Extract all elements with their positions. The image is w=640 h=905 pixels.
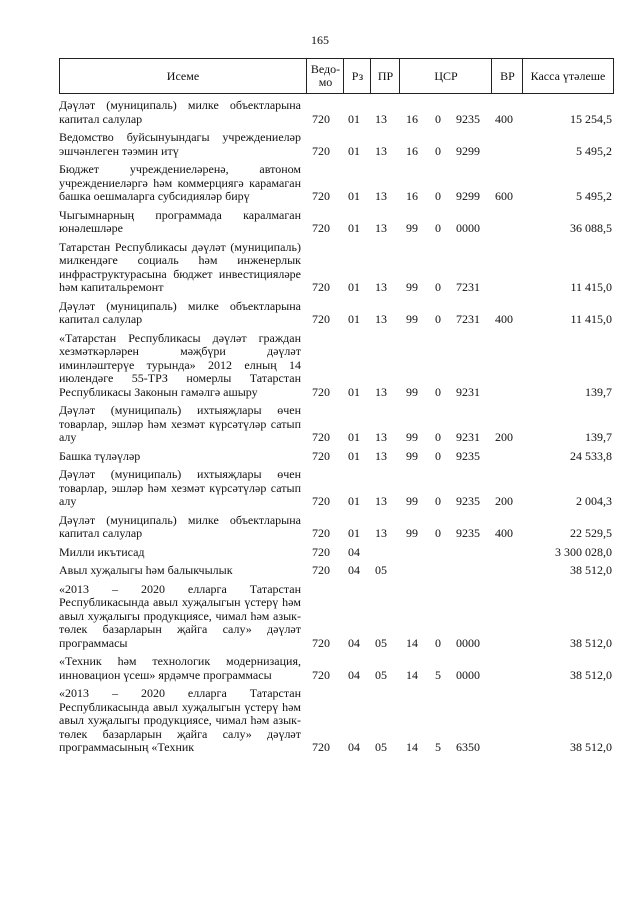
table-row <box>59 300 614 327</box>
table-row <box>59 163 614 204</box>
row-rz: 01 <box>348 430 360 444</box>
row-csr-code: 9299 <box>456 189 480 203</box>
row-csr-sub: 0 <box>435 221 441 235</box>
row-kassa: 2 004,3 <box>576 494 612 508</box>
table-row <box>59 687 614 755</box>
row-csr-program: 99 <box>406 494 418 508</box>
row-pr: 05 <box>375 635 387 650</box>
row-name: «Техник һәм технологик модернизация, инновацион үсеш» ярдәмче программасы <box>59 654 301 682</box>
row-kassa: 11 415,0 <box>570 312 612 326</box>
row-vr: 600 <box>495 189 513 203</box>
row-pr: 13 <box>375 448 387 463</box>
row-name: Башка түләүләр <box>59 448 141 463</box>
row-vedo: 720 <box>312 448 330 463</box>
row-vedo: 720 <box>312 430 330 444</box>
row-vedo: 720 <box>312 563 330 577</box>
header-pr: ПР <box>370 59 400 93</box>
row-name: Дәүләт (муниципаль) милке объектларына капитал салулар <box>59 98 301 126</box>
row-csr-sub: 5 <box>435 740 441 754</box>
row-csr-code: 7231 <box>456 280 480 294</box>
row-csr-sub: 0 <box>435 312 441 326</box>
row-csr-program: 99 <box>406 280 418 294</box>
row-rz: 04 <box>348 667 360 682</box>
row-csr-program: 16 <box>406 143 418 158</box>
row-pr: 13 <box>375 384 387 399</box>
row-csr-sub: 0 <box>435 494 441 508</box>
row-csr-code: 7231 <box>456 312 480 326</box>
row-rz: 04 <box>348 563 360 577</box>
row-csr-code: 9235 <box>456 526 480 540</box>
row-name: Бюджет учреждениеләренә, автоном учреждениеләргә һәм коммерциягә карамаган башка оешмаларга субсидияләр бирү <box>59 162 301 203</box>
row-pr: 13 <box>375 280 387 294</box>
row-vedo: 720 <box>312 189 330 203</box>
row-csr-code: 0000 <box>456 635 480 650</box>
row-rz: 01 <box>348 111 360 126</box>
row-kassa: 38 512,0 <box>570 740 612 754</box>
row-vr: 200 <box>495 430 513 444</box>
row-vedo: 720 <box>312 526 330 540</box>
row-csr-code: 0000 <box>456 221 480 235</box>
row-vedo: 720 <box>312 280 330 294</box>
row-vedo: 720 <box>312 667 330 682</box>
table-row <box>59 564 614 578</box>
table-row <box>59 514 614 541</box>
row-pr: 05 <box>375 563 387 577</box>
row-kassa: 36 088,5 <box>570 221 612 235</box>
table-row <box>59 131 614 158</box>
table-row <box>59 655 614 682</box>
budget-table <box>59 58 614 755</box>
row-csr-code: 9235 <box>456 111 480 126</box>
row-kassa: 5 495,2 <box>576 143 612 158</box>
row-csr-code: 9231 <box>456 384 480 399</box>
row-rz: 04 <box>348 740 360 754</box>
row-name: Дәүләт (муниципаль) милке объектларына капитал салулар <box>59 298 301 326</box>
row-csr-program: 16 <box>406 189 418 203</box>
row-rz: 01 <box>348 448 360 463</box>
row-csr-program: 99 <box>406 312 418 326</box>
row-vedo: 720 <box>312 635 330 650</box>
row-csr-code: 0000 <box>456 667 480 682</box>
row-name: Дәүләт (муниципаль) ихтыяҗлары өчен товарлар, эшләр һәм хезмәт күрсәтүләр сатып алу <box>59 467 301 508</box>
row-csr-sub: 0 <box>435 280 441 294</box>
table-row <box>59 209 614 236</box>
row-csr-code: 9231 <box>456 430 480 444</box>
row-rz: 01 <box>348 221 360 235</box>
row-kassa: 22 529,5 <box>570 526 612 540</box>
row-kassa: 15 254,5 <box>570 111 612 126</box>
page-number: 165 <box>311 33 329 47</box>
row-name: Ведомство буйсынуындагы учреждениеләр эшчәнлеген тәэмин итү <box>59 130 301 158</box>
row-pr: 05 <box>375 667 387 682</box>
header-kassa: Касса үтәлеше <box>522 59 613 93</box>
row-pr: 13 <box>375 189 387 203</box>
row-rz: 01 <box>348 189 360 203</box>
row-pr: 05 <box>375 740 387 754</box>
row-vedo: 720 <box>312 384 330 399</box>
row-csr-code: 9235 <box>456 448 480 463</box>
row-kassa: 38 512,0 <box>570 667 612 682</box>
header-vr: ВР <box>491 59 523 93</box>
row-csr-program: 99 <box>406 221 418 235</box>
row-csr-sub: 0 <box>435 448 441 463</box>
row-csr-sub: 0 <box>435 111 441 126</box>
row-csr-program: 99 <box>406 526 418 540</box>
row-name: «2013 – 2020 елларга Татарстан Республикасында авыл хуҗалыгын үстерү һәм авыл хуҗалыгы продукциясе, чимал һәм азык-төлек базарларын җайга салу» дәүләт программасы <box>59 581 301 650</box>
row-name: Дәүләт (муниципаль) милке объектларына капитал салулар <box>59 512 301 540</box>
row-kassa: 11 415,0 <box>570 280 612 294</box>
row-csr-program: 14 <box>406 635 418 650</box>
row-csr-code: 6350 <box>456 740 480 754</box>
row-kassa: 38 512,0 <box>570 635 612 650</box>
row-csr-sub: 0 <box>435 430 441 444</box>
row-kassa: 3 300 028,0 <box>555 544 612 559</box>
row-pr: 13 <box>375 111 387 126</box>
row-csr-sub: 0 <box>435 143 441 158</box>
row-name: Милли икътисад <box>59 544 145 559</box>
row-name: Татарстан Республикасы дәүләт (муниципаль) милкендәге социаль һәм инженерлык инфраструктурасына бюджет инвестицияләре һәм капитальремонт <box>59 239 301 294</box>
row-csr-sub: 0 <box>435 189 441 203</box>
header-vedo: Ведо- мо <box>306 59 344 93</box>
row-vr: 400 <box>495 111 513 126</box>
row-csr-program: 99 <box>406 384 418 399</box>
row-csr-code: 9235 <box>456 494 480 508</box>
row-csr-code: 9299 <box>456 143 480 158</box>
row-pr: 13 <box>375 494 387 508</box>
table-row <box>59 404 614 445</box>
row-csr-program: 99 <box>406 448 418 463</box>
row-kassa: 38 512,0 <box>570 563 612 577</box>
row-csr-sub: 0 <box>435 635 441 650</box>
table-row <box>59 583 614 651</box>
row-vedo: 720 <box>312 111 330 126</box>
row-vedo: 720 <box>312 312 330 326</box>
table-header <box>59 58 614 94</box>
row-name: Авыл хуҗалыгы һәм балыкчылык <box>59 563 233 577</box>
header-name: Исеме <box>166 68 200 83</box>
row-csr-sub: 0 <box>435 384 441 399</box>
row-vedo: 720 <box>312 544 330 559</box>
row-kassa: 139,7 <box>585 384 612 399</box>
row-pr: 13 <box>375 526 387 540</box>
row-name: Дәүләт (муниципаль) ихтыяҗлары өчен товарлар, эшләр һәм хезмәт күрсәтүләр сатып алу <box>59 403 301 444</box>
row-pr: 13 <box>375 430 387 444</box>
table-row <box>59 99 614 126</box>
header-rz: Рз <box>343 59 371 93</box>
table-row <box>59 332 614 400</box>
row-rz: 01 <box>348 384 360 399</box>
row-csr-sub: 0 <box>435 526 441 540</box>
row-rz: 04 <box>348 635 360 650</box>
row-kassa: 5 495,2 <box>576 189 612 203</box>
table-row <box>59 546 614 560</box>
row-kassa: 139,7 <box>585 430 612 444</box>
row-rz: 01 <box>348 143 360 158</box>
row-kassa: 24 533,8 <box>570 448 612 463</box>
row-name: «Татарстан Республикасы дәүләт граждан хезмәткәрләрен мәҗбүри дәүләт иминләштерүе турында» 2012 елның 14 июлендәге 55-ТРЗ номерлы Татарстан Республикасы Законын гамәлгә ашыру <box>59 330 301 399</box>
header-csr: ЦСР <box>399 59 492 93</box>
table-row <box>59 468 614 509</box>
row-pr: 13 <box>375 312 387 326</box>
row-csr-program: 16 <box>406 111 418 126</box>
row-vr: 400 <box>495 312 513 326</box>
row-vedo: 720 <box>312 494 330 508</box>
row-rz: 04 <box>348 544 360 559</box>
row-csr-program: 14 <box>406 667 418 682</box>
row-vedo: 720 <box>312 143 330 158</box>
row-csr-program: 99 <box>406 430 418 444</box>
row-vr: 400 <box>495 526 513 540</box>
table-row <box>59 450 614 464</box>
row-csr-program: 14 <box>406 740 418 754</box>
row-vedo: 720 <box>312 740 330 754</box>
row-vedo: 720 <box>312 221 330 235</box>
row-rz: 01 <box>348 526 360 540</box>
row-pr: 13 <box>375 221 387 235</box>
row-csr-sub: 5 <box>435 667 441 682</box>
row-rz: 01 <box>348 494 360 508</box>
row-rz: 01 <box>348 312 360 326</box>
table-row <box>59 241 614 295</box>
row-name: «2013 – 2020 елларга Татарстан Республикасында авыл хуҗалыгын үстерү һәм авыл хуҗалыгы продукциясе, чимал һәм азык-төлек базарларын җайга салу» дәүләт программасының «Техник <box>59 686 301 754</box>
row-name: Чыгымнарның программада каралмаган юнәлешләре <box>59 207 301 235</box>
row-vr: 200 <box>495 494 513 508</box>
row-pr: 13 <box>375 143 387 158</box>
row-rz: 01 <box>348 280 360 294</box>
